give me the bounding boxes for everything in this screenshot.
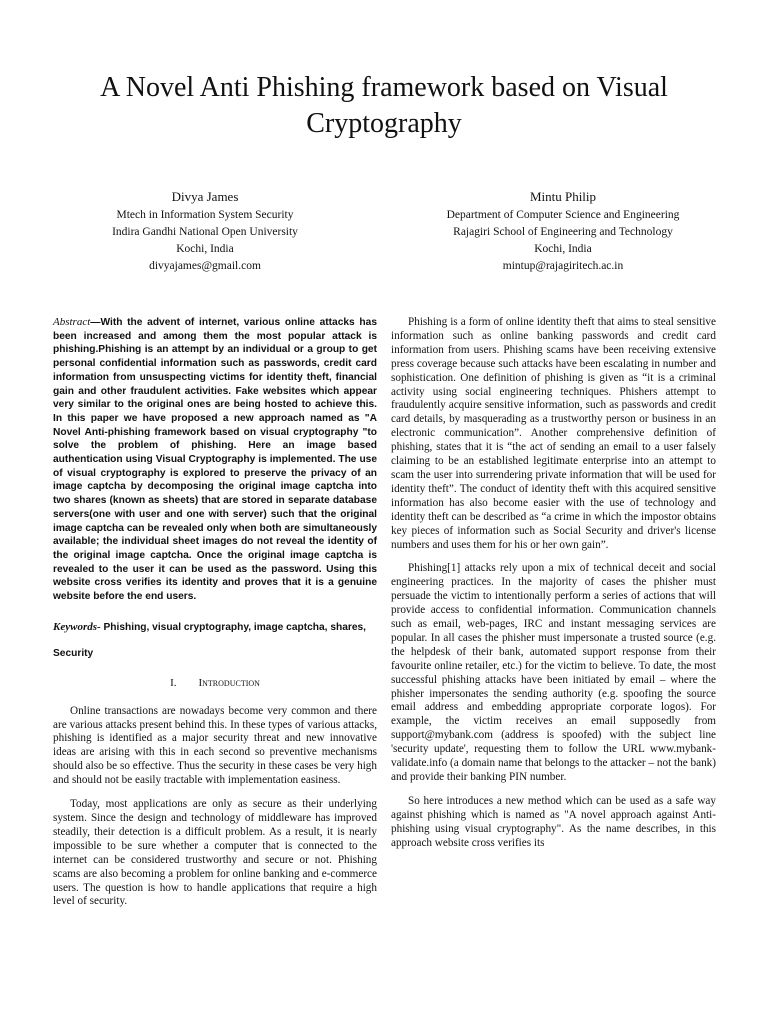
body-paragraph: Phishing[1] attacks rely upon a mix of technical deceit and social engineering practices. In the majority of cases the phisher must persuade the victim to intentionally perform a series of actions that will provide access to confidential information. Communication channels such as email, web-pages, IRC and instant messaging services are popular. In all cases the phisher must impersonate a trusted source (e.g. the helpdesk of their bank, automated support response from their favourite online retailer, etc.) for the victim to believe. To date, the most successful phishing attacks have been initiated by email – where the phisher impersonates the sending authority (e.g. spoofing the source email address and embedding appropriate corporate logos). For example, the victim receives an email supposedly from support@mybank.com (address is spoofed) with the subject line 'security update', requesting them to follow the URL www.mybank-validate.info (a domain name that belongs to the attacker – not the bank) and provide their banking PIN number. (391, 562, 716, 783)
body-paragraph: Online transactions are nowadays become very common and there are various attacks present behind this. In these types of various attacks, phishing is identified as a major security threat and new innovative ideas are arising with this in each second so preventive mechanisms should also be so effective. Thus the security in these cases be very high and should not be easily tractable with implementation easiness. (53, 704, 377, 787)
author-email: mintup@rajagiritech.ac.in (502, 260, 624, 272)
author-block-1 (40, 187, 370, 275)
body-paragraph: Phishing is a form of online identity theft that aims to steal sensitive information such as online banking passwords and credit card information from users. Phishing scams have been receiving extensive press coverage because such attacks have been escalating in number and sophistication. One definition of phishing is given as “it is a criminal activity using social engineering techniques. Phishers attempt to fraudulently acquire sensitive information, such as passwords and credit card details, by masquerading as a trustworthy person or business in an electronic communication”. Another comprehensive definition of phishing, states that it is “the act of sending an email to a user falsely claiming to be an established legitimate enterprise into an attempt to scam the user into surrendering private information that will be used for identity theft”. The conduct of identity theft with this acquired sensitive information has also become easier with the use of technology and identity theft can be described as “a crime in which the impostor obtains key pieces of information such as Social Security and driver's license numbers and uses them for his or her own gain”. (391, 316, 716, 551)
author-block-2 (398, 187, 728, 275)
section-number: I. (170, 676, 177, 689)
author-institution: Indira Gandhi National Open University (112, 226, 298, 238)
author-email: divyajames@gmail.com (149, 260, 261, 272)
paper-title: A Novel Anti Phishing framework based on Visual Cryptography (100, 72, 668, 139)
abstract-label: Abstract (53, 316, 91, 328)
left-column (53, 316, 377, 919)
section-heading (53, 677, 377, 691)
body-paragraph: Today, most applications are only as secure as their underlying system. Since the design and technology of middleware has improved steadily, their detection is a difficult problem. As a result, it is nearly impossible to be sure whether a computer that is connected to the internet can be considered trustworthy and secure or not. Phishing scams are also becoming a problem for online banking and e-commerce users. The question is how to handle applications that require a high level of security. (53, 798, 377, 908)
right-column (391, 316, 716, 861)
abstract (53, 316, 377, 604)
body-paragraph: So here introduces a new method which can be used as a safe way against phishing which is named as "A novel approach against Anti-phishing using visual cryptography". As the name describes, in this approach website cross verifies its (391, 794, 716, 849)
section-title: Introduction (198, 676, 260, 689)
author-institution: Rajagiri School of Engineering and Technology (453, 226, 673, 238)
author-name: Divya James (171, 189, 239, 204)
keywords-text: Phishing, visual cryptography, image captcha, shares, Security (53, 621, 367, 659)
author-location: Kochi, India (176, 243, 234, 255)
author-location: Kochi, India (534, 243, 592, 255)
author-affiliation: Mtech in Information System Security (116, 209, 294, 221)
keywords-label: Keywords- (53, 620, 101, 633)
author-affiliation: Department of Computer Science and Engineering (446, 209, 680, 221)
abstract-text: —With the advent of internet, various online attacks has been increased and among them the most popular attack is phishing.Phishing is an attempt by an individual or a group to get personal confidential information such as passwords, credit card information from unsuspecting victims for identity theft, financial gain and other fraudulent activities. Fake websites which appear very similar to the original ones are being hosted to achieve this. In this paper we have proposed a new approach named as "A Novel Anti-phishing framework based on visual cryptography "to solve the problem of phishing. Here an image based authentication using Visual Cryptography is implemented. The use of visual cryptography is explored to preserve the privacy of an image captcha by decomposing the original image captcha into two shares (known as sheets) that are stored in separate database servers(one with user and one with server) such that the original image captcha can be revealed only when both are simultaneously available; the individual sheet images do not reveal the identity of the original image captcha. Once the original image captcha is revealed to the user it can be used as the password. Using this website cross verifies its identity and proves that it is a genuine website before the end users. (53, 317, 377, 603)
keywords (53, 614, 377, 667)
author-name: Mintu Philip (529, 189, 597, 204)
